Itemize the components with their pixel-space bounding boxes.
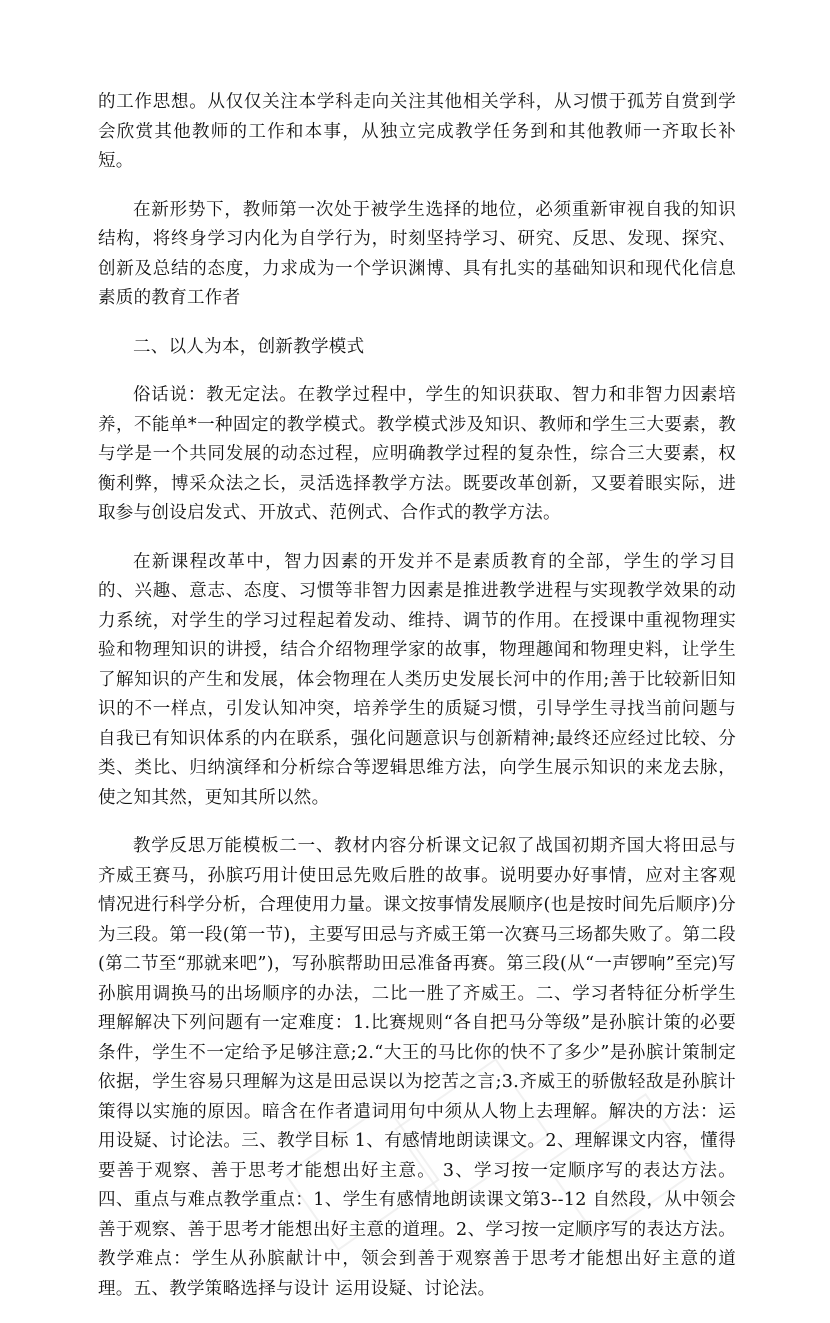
paragraph-3: 俗话说：教无定法。在教学过程中，学生的知识获取、智力和非智力因素培养，不能单*一种固定的教学模式。教学模式涉及知识、教师和学生三大要素，教与学是一个共同发展的动态过程，应明确教学过程的复杂性，综合三大要素，权衡利弊，博采众法之长，灵活选择教学方法。既要改革创新，又要着眼实际，进取参与创设启发式、开放式、范例式、合作式的教学方法。	[98, 385, 736, 523]
paragraph-4: 在新课程改革中，智力因素的开发并不是素质教育的全部，学生的学习目的、兴趣、意志、态度、习惯等非智力因素是推进教学进程与实现教学效果的动力系统，对学生的学习过程起着发动、维持、调节的作用。在授课中重视物理实验和物理知识的讲授，结合介绍物理学家的故事，物理趣闻和物理史料，让学生了解知识的产生和发展，体会物理在人类历史发展长河中的作用;善于比较新旧知识的不一样点，引发认知冲突，培养学生的质疑习惯，引导学生寻找当前问题与自我已有知识体系的内在联系，强化问题意识与创新精神;最终还应经过比较、分类、类比、归纳演绎和分析综合等逻辑思维方法，向学生展示知识的来龙去脉，使之知其然，更知其所以然。	[98, 551, 736, 808]
section-heading: 二、以人为本，创新教学模式	[133, 336, 365, 357]
paragraph-1: 的工作思想。从仅仅关注本学科走向关注其他相关学科，从习惯于孤芳自赏到学会欣赏其他教师的工作和本事，从独立完成教学任务到和其他教师一齐取长补短。	[98, 92, 736, 171]
paragraph-5: 教学反思万能模板二一、教材内容分析课文记叙了战国初期齐国大将田忌与齐威王赛马，孙膑巧用计使田忌先败后胜的故事。说明要办好事情，应对主客观情况进行科学分析，合理使用力量。课文按事情发展顺序(也是按时间先后顺序)分为三段。第一段(第一节)，主要写田忌与齐威王第一次赛马三场都失败了。第二段(第二节至“那就来吧”)，写孙膑帮助田忌准备再赛。第三段(从“一声锣响”至完)写孙膑用调换马的出场顺序的办法，二比一胜了齐威王。二、学习者特征分析学生理解解决下列问题有一定难度：1.比赛规则“各自把马分等级”是孙膑计策的必要条件，学生不一定给予足够注意;2.“大王的马比你的快不了多少”是孙膑计策制定依据，学生容易只理解为这是田忌误以为挖苦之言;3.齐威王的骄傲轻敌是孙膑计策得以实施的原因。暗含在作者遣词用句中须从人物上去理解。解决的方法：运用设疑、讨论法。三、教学目标 1、有感情地朗读课文。2、理解课文内容，懂得要善于观察、善于思考才能想出好主意。 3、学习按一定顺序写的表达方法。四、重点与难点教学重点：1、学生有感情地朗读课文第3--12 自然段，从中领会善于观察、善于思考才能想出好主意的道理。2、学习按一定顺序写的表达方法。 教学难点：学生从孙膑献计中，领会到善于观察善于思考才能想出好主意的道理。五、教学策略选择与设计 运用设疑、讨论法。	[98, 836, 736, 1299]
document-page	[98, 88, 736, 1323]
paragraph-2: 在新形势下，教师第一次处于被学生选择的地位，必须重新审视自我的知识结构，将终身学习内化为自学行为，时刻坚持学习、研究、反思、发现、探究、创新及总结的态度，力求成为一个学识渊博、具有扎实的基础知识和现代化信息素质的教育工作者	[98, 199, 736, 308]
